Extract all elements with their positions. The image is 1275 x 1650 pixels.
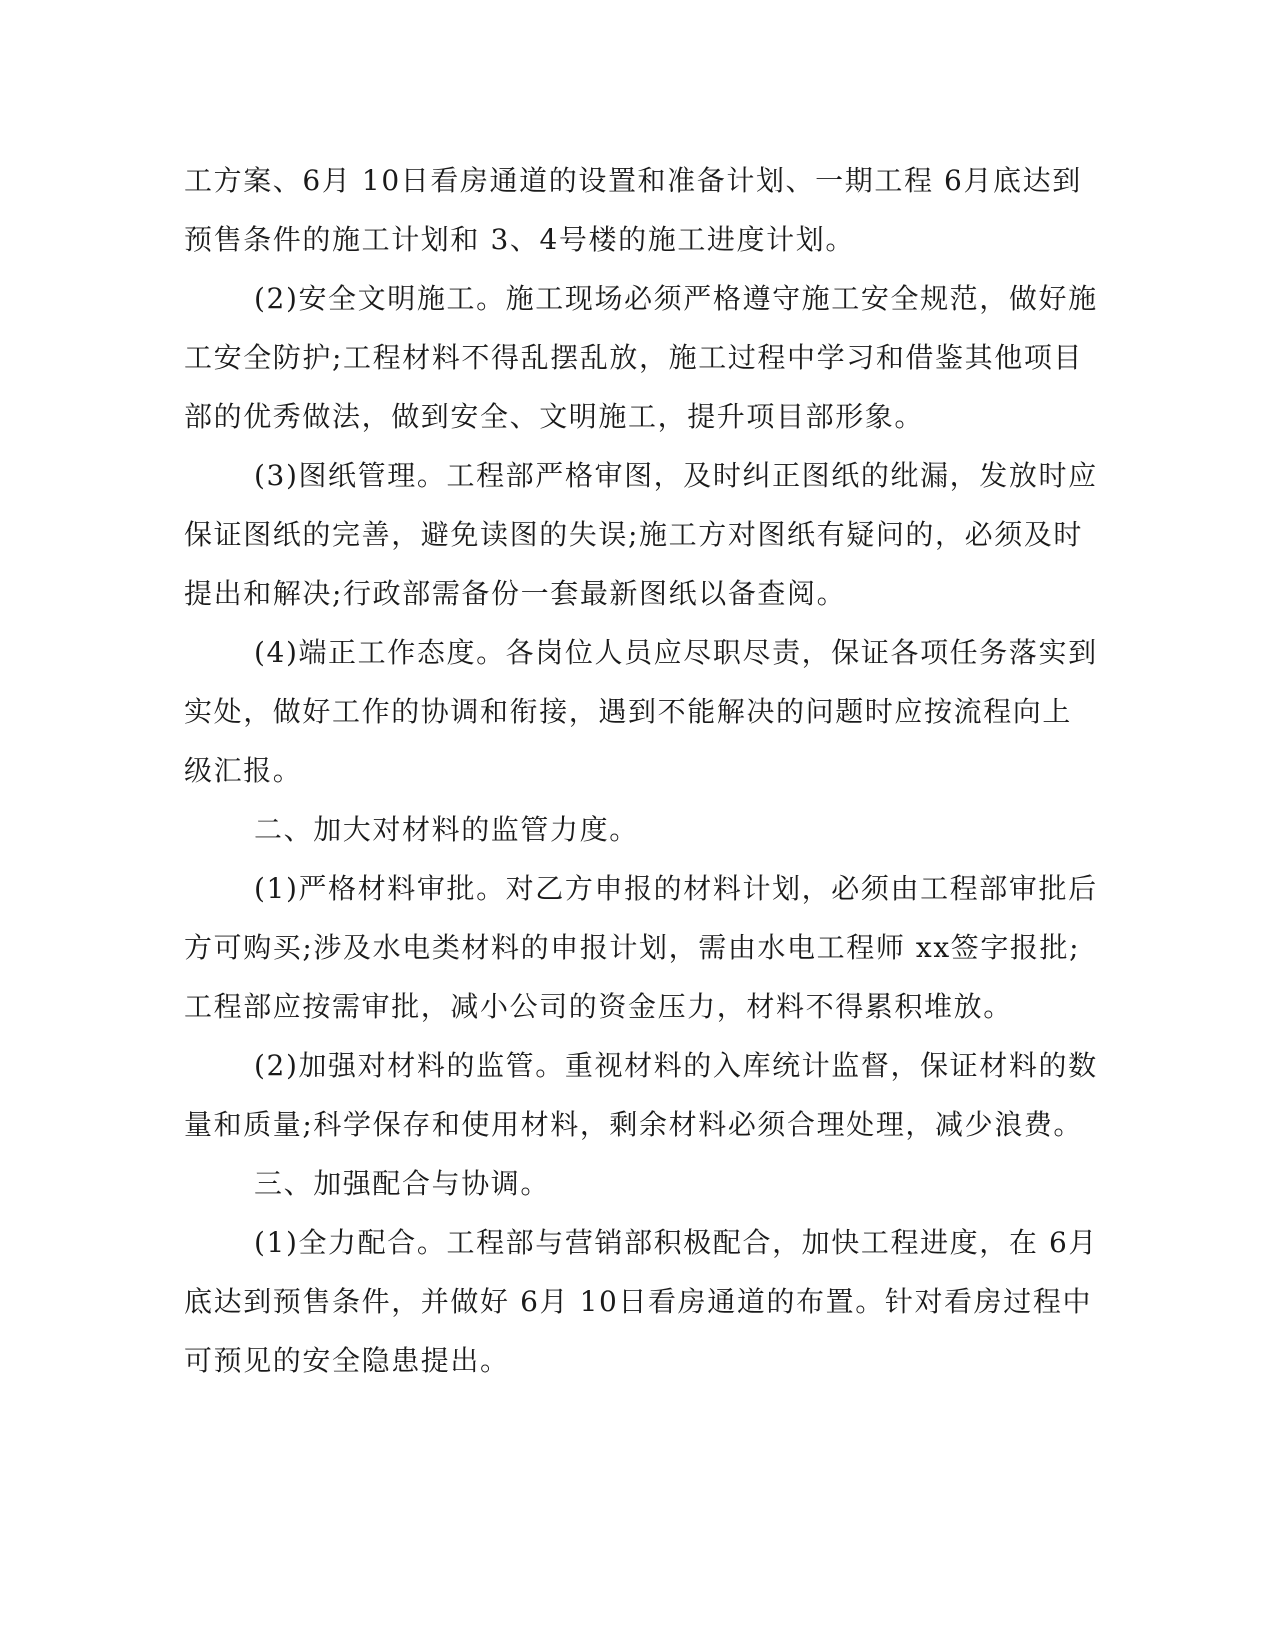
section-heading: 二、加大对材料的监管力度。 [254,813,639,846]
paragraph-start-line: (3)图纸管理。工程部严格审图，及时纠正图纸的纰漏，发放时应 [254,459,1098,492]
paragraph-start-line: (1)全力配合。工程部与营销部积极配合，加快工程进度，在 6月 [254,1226,1098,1259]
text-line: 方可购买;涉及水电类材料的申报计划，需由水电工程师 xx签字报批; [184,931,1081,964]
section-heading: 三、加强配合与协调。 [254,1167,551,1200]
text-line: 保证图纸的完善，避免读图的失误;施工方对图纸有疑问的，必须及时 [184,518,1084,551]
text-line: 部的优秀做法，做到安全、文明施工，提升项目部形象。 [184,400,925,433]
paragraph-start-line: (4)端正工作态度。各岗位人员应尽职尽责，保证各项任务落实到 [254,636,1098,669]
text-line: 预售条件的施工计划和 3、4号楼的施工进度计划。 [184,223,855,256]
text-line: 工方案、6月 10日看房通道的设置和准备计划、一期工程 6月底达到 [184,164,1082,197]
text-line: 可预见的安全隐患提出。 [184,1344,510,1377]
text-line: 级汇报。 [184,754,303,787]
paragraph-start-line: (2)安全文明施工。施工现场必须严格遵守施工安全规范，做好施 [254,282,1098,315]
paragraph-start-line: (1)严格材料审批。对乙方申报的材料计划，必须由工程部审批后 [254,872,1098,905]
text-line: 提出和解决;行政部需备份一套最新图纸以备查阅。 [184,577,847,610]
text-line: 工程部应按需审批，减小公司的资金压力，材料不得累积堆放。 [184,990,1013,1023]
text-line: 工安全防护;工程材料不得乱摆乱放，施工过程中学习和借鉴其他项目 [184,341,1084,374]
paragraph-start-line: (2)加强对材料的监管。重视材料的入库统计监督，保证材料的数 [254,1049,1098,1082]
text-line: 量和质量;科学保存和使用材料，剩余材料必须合理处理，减少浪费。 [184,1108,1084,1141]
text-line: 底达到预售条件，并做好 6月 10日看房通道的布置。针对看房过程中 [184,1285,1093,1318]
text-line: 实处，做好工作的协调和衔接，遇到不能解决的问题时应按流程向上 [184,695,1073,728]
